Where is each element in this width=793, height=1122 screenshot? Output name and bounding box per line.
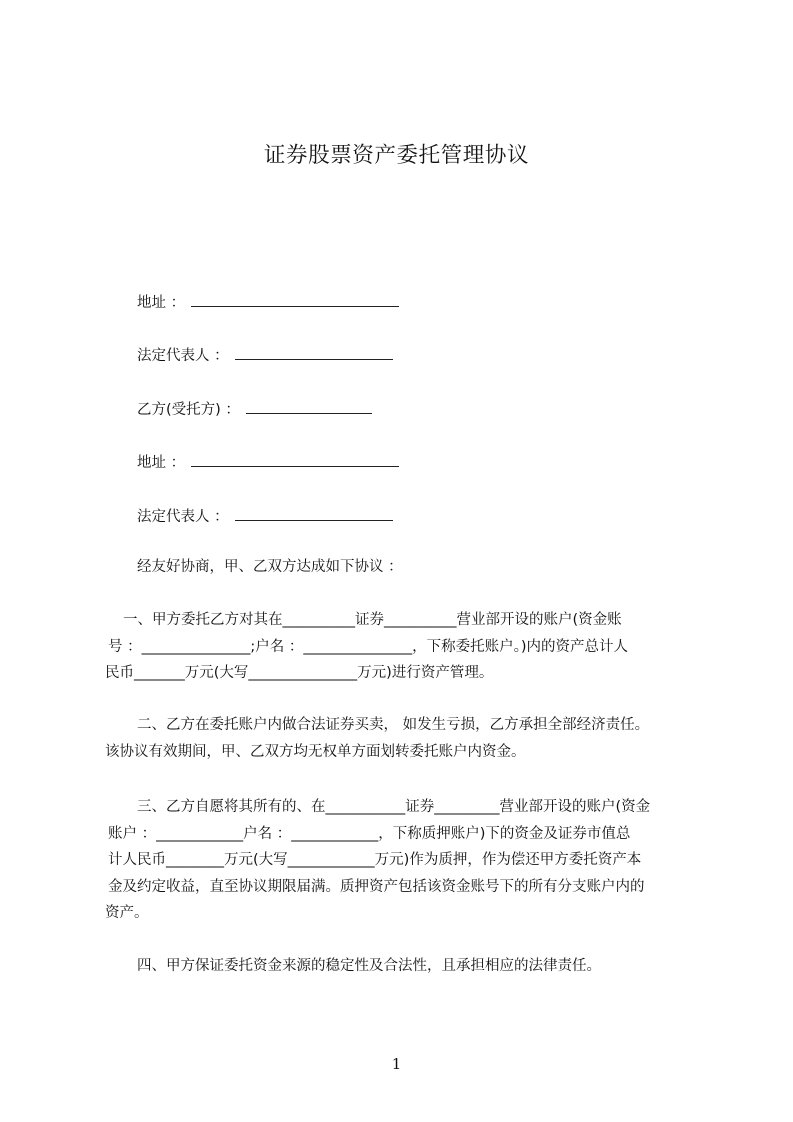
clause-line: 一、甲方委托乙方对其在__________证券__________营业部开设的账户(资金账	[123, 612, 622, 628]
clause-two	[105, 712, 699, 765]
clause-one	[105, 607, 699, 687]
blank-line	[191, 452, 399, 467]
party-b-field	[137, 399, 372, 420]
clause-three	[105, 794, 699, 927]
party-a-address-field	[137, 292, 399, 313]
clause-line: 金及约定收益，直至协议期限届满。质押资产包括该资金账号下的所有分支账户内的	[108, 878, 645, 895]
document-title: 证券股票资产委托管理协议	[263, 143, 530, 168]
field-label: 法定代表人 ：	[137, 509, 229, 525]
party-b-address-field	[137, 452, 399, 473]
field-label: 地址 ：	[137, 295, 186, 311]
clause-four	[105, 953, 699, 980]
party-b-legal-rep-field	[137, 506, 393, 527]
blank-line	[235, 506, 393, 521]
page-number: 1	[391, 1055, 402, 1073]
clause-line: 号 ：_______________;户名 ：_______________，下称委托账户。)内的资产总计人	[108, 638, 629, 655]
blank-line	[191, 292, 399, 307]
clause-line: 该协议有效期间，甲、乙双方均无权单方面划转委托账户内资金。	[105, 743, 526, 760]
field-label: 地址 ：	[137, 455, 186, 471]
clause-line: 账户 ：____________户名 ：____________，下称质押账户)下的资金及证券市值总	[108, 825, 631, 842]
field-label: 法定代表人 ：	[137, 348, 229, 364]
blank-line	[246, 399, 372, 414]
party-a-legal-rep-field	[137, 345, 393, 366]
clause-line: 资产。	[105, 905, 149, 921]
intro-text: 经友好协商，甲、乙双方达成如下协议 ：	[137, 559, 403, 575]
clause-line: 计人民币________万元(大写____________万元)作为质押，作为偿还甲方委托资产本	[108, 852, 642, 868]
field-label: 乙方(受托方) ：	[137, 402, 240, 418]
clause-line: 民币_______万元(大写_______________万元)进行资产管理。	[105, 665, 494, 681]
clause-line: 三、乙方自愿将其所有的、在___________证券_________营业部开设的账户(资金	[137, 799, 651, 815]
clause-line: 四、甲方保证委托资金来源的稳定性及合法性，且承担相应的法律责任。	[137, 958, 601, 974]
clause-line: 二、乙方在委托账户内做合法证券买卖， 如发生亏损，乙方承担全部经济责任。	[137, 717, 650, 733]
blank-line	[235, 345, 393, 360]
